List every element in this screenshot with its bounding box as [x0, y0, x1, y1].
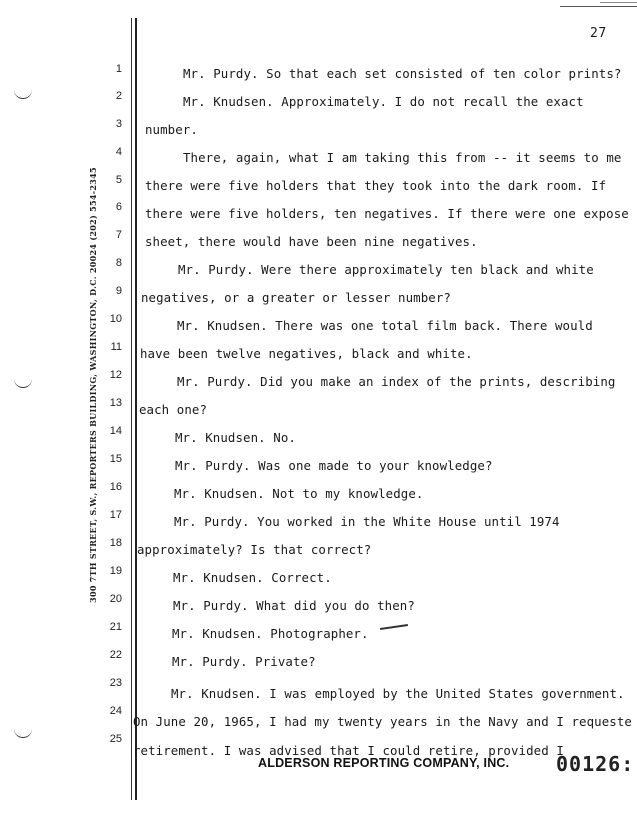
line-number: 24	[109, 705, 122, 717]
punch-hole-mark	[14, 728, 32, 738]
transcript-line: retirement. I was advised that I could retire, provided I	[133, 743, 564, 758]
punch-hole-mark	[14, 378, 32, 388]
line-number: 22	[109, 649, 122, 661]
transcript-line: Mr. Knudsen. I was employed by the United States government.	[171, 686, 625, 701]
transcript-line: On June 20, 1965, I had my twenty years in the Navy and I requeste	[133, 714, 632, 729]
page-number: 27	[590, 26, 607, 41]
line-number: 14	[109, 425, 122, 437]
top-edge-rule	[600, 2, 637, 3]
transcript-line: negatives, or a greater or lesser number?	[141, 290, 451, 305]
line-number: 6	[115, 201, 122, 213]
transcript-line: Mr. Purdy. So that each set consisted of ten color prints?	[183, 66, 622, 81]
transcript-line: Mr. Knudsen. Approximately. I do not recall the exact	[183, 94, 584, 109]
line-number: 5	[115, 174, 122, 186]
line-number: 18	[109, 537, 122, 549]
line-number: 15	[109, 453, 122, 465]
transcript-line: Mr. Knudsen. Photographer.	[172, 626, 369, 641]
reporting-company-footer: ALDERSON REPORTING COMPANY, INC.	[258, 756, 510, 770]
bates-number: 00126:	[556, 752, 635, 776]
line-number: 17	[109, 509, 122, 521]
line-number: 3	[115, 118, 122, 130]
line-number: 23	[109, 677, 122, 689]
margin-rule	[131, 18, 132, 800]
transcript-line: Mr. Knudsen. Not to my knowledge.	[174, 486, 424, 501]
line-number: 10	[109, 313, 122, 325]
punch-hole-mark	[14, 89, 32, 99]
line-number: 4	[115, 146, 122, 158]
line-number: 1	[115, 63, 122, 75]
transcript-line: each one?	[139, 402, 208, 417]
line-number: 12	[109, 369, 122, 381]
transcript-line: Mr. Purdy. What did you do then?	[173, 598, 415, 613]
line-number: 2	[115, 90, 122, 102]
line-number: 9	[115, 285, 122, 297]
transcript-line: Mr. Knudsen. No.	[175, 430, 296, 445]
line-number: 11	[110, 341, 122, 353]
transcript-line: There, again, what I am taking this from -- it seems to me	[183, 150, 622, 165]
line-number: 16	[109, 481, 122, 493]
line-number: 20	[109, 593, 122, 605]
transcript-line: number.	[145, 122, 198, 137]
line-number: 21	[109, 621, 122, 633]
transcript-line: Mr. Purdy. Did you make an index of the prints, describing	[177, 374, 616, 389]
ink-smudge	[380, 624, 408, 630]
transcript-line: there were five holders that they took into the dark room. If	[145, 178, 607, 193]
transcript-line: Mr. Purdy. You worked in the White House until 1974	[174, 514, 560, 529]
transcript-line: Mr. Knudsen. Correct.	[173, 570, 332, 585]
top-edge-rule	[560, 6, 637, 7]
line-number: 25	[109, 733, 122, 745]
margin-rule	[135, 18, 137, 800]
transcript-line: sheet, there would have been nine negatives.	[145, 234, 478, 249]
transcript-line: approximately? Is that correct?	[137, 542, 372, 557]
line-number: 8	[115, 257, 122, 269]
transcript-line: have been twelve negatives, black and white.	[140, 346, 473, 361]
transcript-line: Mr. Purdy. Was one made to your knowledge?	[175, 458, 493, 473]
transcript-line: Mr. Knudsen. There was one total film back. There would	[177, 318, 593, 333]
line-number: 7	[115, 229, 122, 241]
line-number: 19	[109, 565, 122, 577]
transcript-line: there were five holders, ten negatives. If there were one expose	[145, 206, 629, 221]
line-number: 13	[109, 397, 122, 409]
transcript-line: Mr. Purdy. Private?	[172, 654, 316, 669]
transcript-line: Mr. Purdy. Were there approximately ten black and white	[178, 262, 594, 277]
reporter-address: 300 7TH STREET, S.W., REPORTERS BUILDING, WASHINGTON, D.C. 20024 (202) 554-2345	[88, 167, 98, 603]
